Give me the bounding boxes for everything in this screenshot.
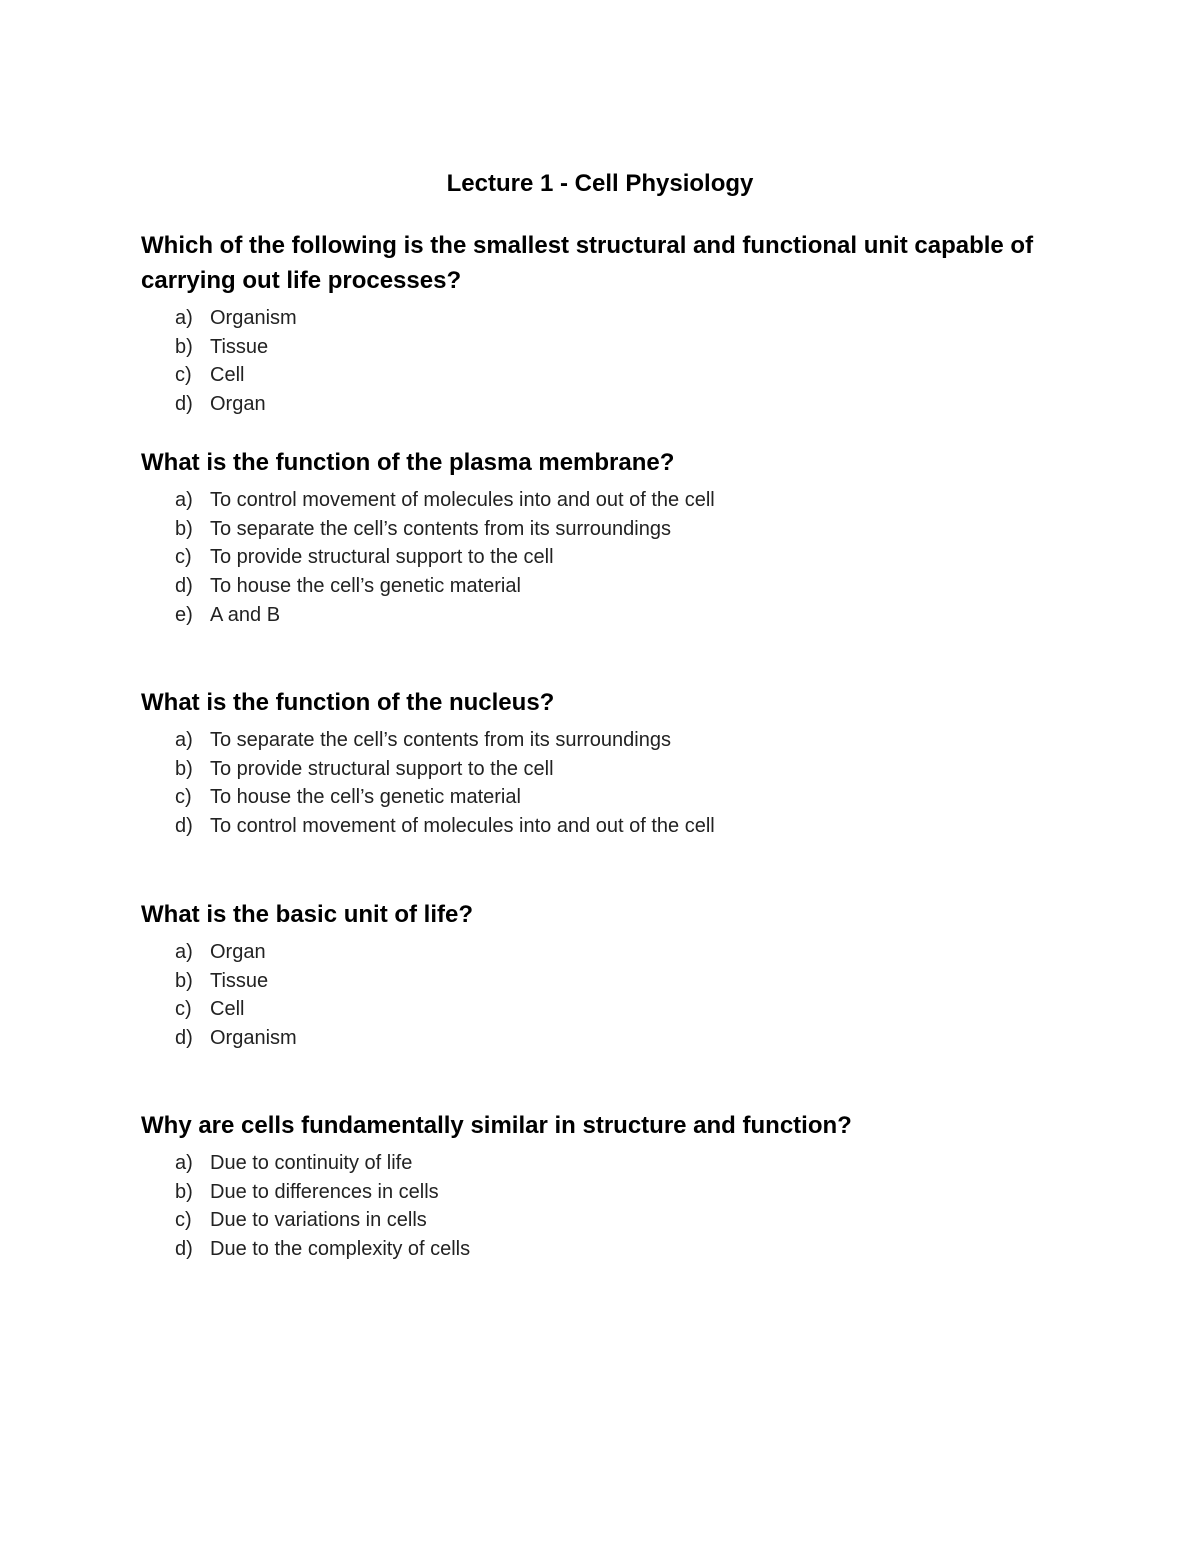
option-text: Organ [210,941,266,963]
option-letter: c) [175,546,192,569]
option-letter: a) [175,1152,193,1174]
answer-option [141,572,1071,601]
option-text: Organism [210,307,297,329]
answer-option [141,726,1071,755]
answer-options-list [141,938,1071,1053]
option-text: Cell [210,998,245,1021]
question-block [141,897,1071,1053]
option-letter: d) [175,393,193,416]
question-block [141,228,1071,419]
option-letter: c) [175,364,192,387]
option-text: Tissue [210,335,269,358]
answer-option [141,938,1071,967]
option-letter: d) [175,1238,193,1261]
option-letter: a) [175,729,193,751]
answer-option [141,543,1071,572]
answer-option [141,1149,1071,1178]
question-text: Why are cells fundamentally similar in structure and function? [141,1112,852,1139]
option-text: A and B [210,603,281,626]
option-letter: b) [175,1180,193,1203]
answer-option [141,486,1071,515]
option-text: To control movement of molecules into and out of the cell [210,489,715,511]
answer-option [141,1024,1071,1053]
option-text: Organism [210,1027,297,1050]
option-letter: b) [175,757,193,780]
question-block [141,1108,1071,1264]
option-text: To house the cell’s genetic material [210,575,521,598]
option-letter: d) [175,1027,193,1050]
answer-option [141,1235,1071,1264]
option-text: To separate the cell’s contents from its surroundings [210,517,671,540]
option-letter: a) [175,307,193,329]
option-letter: b) [175,969,193,992]
option-letter: a) [175,489,193,511]
answer-options-list [141,486,1071,630]
option-letter: b) [175,335,193,358]
option-text: Due to the complexity of cells [210,1238,471,1261]
question-block [141,685,1071,841]
answer-option [141,361,1071,390]
answer-option [141,1206,1071,1235]
question-block [141,445,1071,630]
option-text: Organ [210,393,266,416]
option-letter: a) [175,941,193,963]
answer-option [141,333,1071,362]
option-text: To provide structural support to the cell [210,546,554,569]
option-text: To provide structural support to the cell [210,757,554,780]
option-letter: d) [175,575,193,598]
option-text: To separate the cell’s contents from its surroundings [210,729,671,751]
question-text: Which of the following is the smallest structural and functional unit capable of carrying out life processes? [141,232,1034,294]
option-text: Due to variations in cells [210,1209,427,1232]
option-letter: c) [175,786,192,809]
option-text: To control movement of molecules into and out of the cell [210,815,715,838]
question-text: What is the function of the plasma membrane? [141,449,675,476]
answer-option [141,601,1071,630]
answer-options-list [141,1149,1071,1264]
option-text: Due to continuity of life [210,1152,413,1174]
option-text: Cell [210,364,245,387]
answer-option [141,515,1071,544]
option-letter: c) [175,998,192,1021]
answer-option [141,304,1071,333]
answer-options-list [141,304,1071,419]
answer-option [141,390,1071,419]
answer-option [141,783,1071,812]
answer-option [141,967,1071,996]
answer-option [141,1178,1071,1207]
option-text: Tissue [210,969,269,992]
answer-option [141,812,1071,841]
question-text: What is the function of the nucleus? [141,689,555,716]
option-text: To house the cell’s genetic material [210,786,521,809]
option-letter: b) [175,517,193,540]
answer-options-list [141,726,1071,841]
answer-option [141,995,1071,1024]
option-letter: e) [175,603,193,626]
answer-option [141,755,1071,784]
question-text: What is the basic unit of life? [141,901,474,928]
option-letter: c) [175,1209,192,1232]
option-text: Due to differences in cells [210,1180,439,1203]
option-letter: d) [175,815,193,838]
document-title: Lecture 1 - Cell Physiology [446,170,754,197]
